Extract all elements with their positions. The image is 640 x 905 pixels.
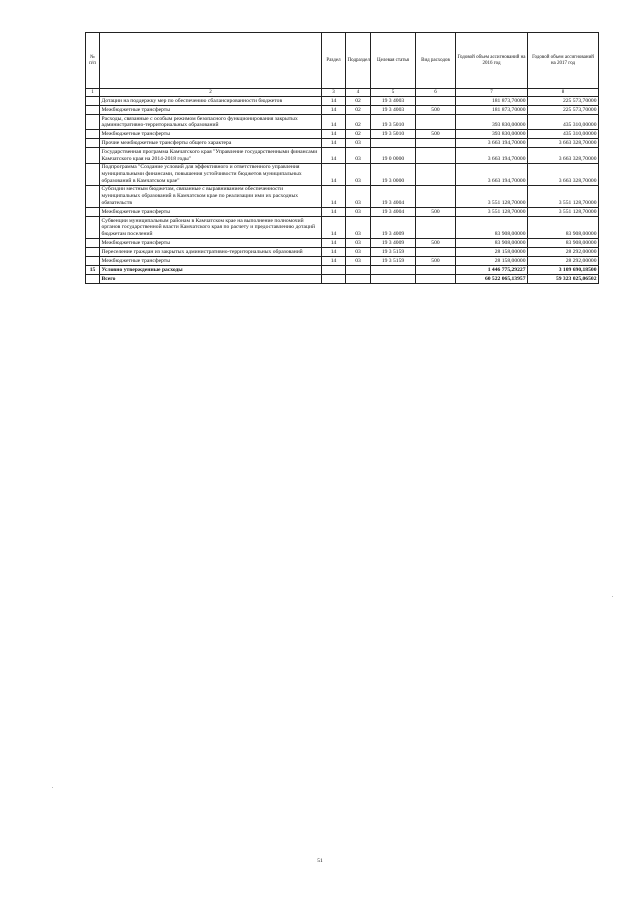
row-vid: 500 [416, 208, 456, 217]
table-body [86, 97, 599, 284]
row-razdel: 14 [322, 115, 346, 130]
row-vid: 500 [416, 106, 456, 115]
row-razdel: 14 [322, 185, 346, 207]
column-number: 5 [371, 89, 416, 97]
row-num [86, 163, 100, 185]
row-2016: 28 158,00000 [456, 248, 528, 257]
header-2017: Годовой объем ассигнований на 2017 год [528, 33, 599, 89]
row-2016: 1 446 775,29227 [456, 266, 528, 275]
row-target: 19 3 4003 [371, 97, 416, 106]
row-podrazdel: 03 [346, 239, 371, 248]
row-name: Условно утвержденные расходы [100, 266, 322, 275]
table-row [86, 275, 599, 284]
row-name: Подпрограмма "Создание условий для эффективного и ответственного управления муниципальными финансами, повышения устойчивости бюджетов муниципальных образований в Камчатском крае" [100, 163, 322, 185]
row-name: Всего [100, 275, 322, 284]
table-row [86, 248, 599, 257]
row-name: Межбюджетные трансферты [100, 208, 322, 217]
row-target: 19 3 0000 [371, 163, 416, 185]
row-2016: 3 551 128,70000 [456, 185, 528, 207]
row-name: Государственная программа Камчатского края "Управление государственными финансами Камчатского края на 2014-2018 годы" [100, 148, 322, 163]
row-razdel: 14 [322, 208, 346, 217]
row-target [371, 266, 416, 275]
table-row [86, 257, 599, 266]
table-row [86, 97, 599, 106]
row-2017: 83 908,00000 [528, 217, 599, 239]
row-2017: 83 908,00000 [528, 239, 599, 248]
row-name: Дотации на поддержку мер по обеспечению сбалансированности бюджетов [100, 97, 322, 106]
row-2017: 3 551 128,70000 [528, 185, 599, 207]
table-row [86, 139, 599, 148]
row-2017: 3 663 328,70000 [528, 148, 599, 163]
header-podrazdel: Подраздел [346, 33, 371, 89]
row-podrazdel: 03 [346, 257, 371, 266]
row-razdel [322, 266, 346, 275]
table-header-row [86, 33, 599, 89]
row-2017: 225 573,70000 [528, 106, 599, 115]
row-num [86, 239, 100, 248]
row-podrazdel [346, 266, 371, 275]
row-name: Переселение граждан из закрытых административно-территориальных образований [100, 248, 322, 257]
row-target: 19 3 5159 [371, 257, 416, 266]
table-row [86, 148, 599, 163]
column-number: 3 [322, 89, 346, 97]
row-2017: 3 109 690,18500 [528, 266, 599, 275]
row-vid [416, 185, 456, 207]
row-name: Межбюджетные трансферты [100, 130, 322, 139]
header-num: № п/п [86, 33, 100, 89]
table-row [86, 239, 599, 248]
budget-table [85, 32, 599, 284]
table-row [86, 115, 599, 130]
row-razdel: 14 [322, 217, 346, 239]
column-number: 6 [416, 89, 456, 97]
row-target: 19 3 4004 [371, 185, 416, 207]
row-target: 19 3 4009 [371, 239, 416, 248]
table-row [86, 106, 599, 115]
row-target: 19 3 5010 [371, 115, 416, 130]
row-name: Межбюджетные трансферты [100, 106, 322, 115]
row-target: 19 3 4004 [371, 208, 416, 217]
row-2017: 59 323 025,06502 [528, 275, 599, 284]
table-row [86, 163, 599, 185]
row-name: Прочие межбюджетные трансферты общего характера [100, 139, 322, 148]
row-vid [416, 115, 456, 130]
row-razdel: 14 [322, 106, 346, 115]
row-target: 19 3 4009 [371, 217, 416, 239]
row-razdel: 14 [322, 130, 346, 139]
row-num [86, 257, 100, 266]
row-num [86, 185, 100, 207]
row-vid [416, 217, 456, 239]
row-2016: 3 663 194,70000 [456, 139, 528, 148]
row-2016: 3 663 194,70000 [456, 163, 528, 185]
row-podrazdel: 03 [346, 163, 371, 185]
row-2016: 60 522 065,13957 [456, 275, 528, 284]
column-number: 2 [100, 89, 322, 97]
row-num [86, 275, 100, 284]
row-vid: 500 [416, 239, 456, 248]
table-row [86, 130, 599, 139]
row-2017: 3 663 328,70000 [528, 139, 599, 148]
row-podrazdel: 03 [346, 185, 371, 207]
row-num [86, 106, 100, 115]
row-2016: 3 663 194,70000 [456, 148, 528, 163]
header-razdel: Раздел [322, 33, 346, 89]
row-2017: 435 310,00000 [528, 130, 599, 139]
row-vid [416, 148, 456, 163]
row-2017: 225 573,70000 [528, 97, 599, 106]
row-target: 19 0 0000 [371, 148, 416, 163]
row-podrazdel: 02 [346, 97, 371, 106]
row-podrazdel [346, 275, 371, 284]
row-2017: 28 292,00000 [528, 248, 599, 257]
row-vid [416, 248, 456, 257]
row-razdel: 14 [322, 148, 346, 163]
column-number: 8 [528, 89, 599, 97]
row-razdel: 14 [322, 248, 346, 257]
header-vid: Вид расходов [416, 33, 456, 89]
row-podrazdel: 02 [346, 130, 371, 139]
row-razdel: 14 [322, 239, 346, 248]
row-num [86, 217, 100, 239]
row-razdel: 14 [322, 257, 346, 266]
row-podrazdel: 03 [346, 217, 371, 239]
scan-speck [612, 596, 613, 597]
row-2016: 28 158,00000 [456, 257, 528, 266]
row-name: Субсидии местным бюджетам, связанные с выравниванием обеспеченности муниципальных образований в Камчатском крае по реализации ими их расходных обязательств [100, 185, 322, 207]
row-num [86, 115, 100, 130]
row-2016: 393 830,00000 [456, 130, 528, 139]
scan-speck [52, 787, 53, 788]
row-podrazdel: 03 [346, 139, 371, 148]
row-podrazdel: 03 [346, 148, 371, 163]
row-razdel: 14 [322, 97, 346, 106]
row-2016: 393 830,00000 [456, 115, 528, 130]
page-number: 51 [317, 858, 323, 864]
row-target: 19 3 5159 [371, 248, 416, 257]
row-vid: 500 [416, 257, 456, 266]
row-2017: 3 551 128,70000 [528, 208, 599, 217]
row-2016: 181 873,70000 [456, 97, 528, 106]
row-name: Субвенции муниципальным районам в Камчатском крае на выполнение полномочий органов государственной власти Камчатского края по расчету и предоставлению дотаций бюджетам поселений [100, 217, 322, 239]
table-row [86, 217, 599, 239]
row-2017: 28 292,00000 [528, 257, 599, 266]
row-num [86, 208, 100, 217]
row-razdel [322, 275, 346, 284]
header-2016: Годовой объем ассигнований на 2016 год [456, 33, 528, 89]
row-vid [416, 266, 456, 275]
row-name: Межбюджетные трансферты [100, 239, 322, 248]
row-vid [416, 139, 456, 148]
row-podrazdel: 03 [346, 248, 371, 257]
row-vid [416, 163, 456, 185]
row-target: 19 3 5010 [371, 130, 416, 139]
header-target: Целевая статья [371, 33, 416, 89]
row-vid [416, 97, 456, 106]
row-razdel: 14 [322, 163, 346, 185]
row-podrazdel: 02 [346, 106, 371, 115]
table-row [86, 208, 599, 217]
row-podrazdel: 02 [346, 115, 371, 130]
header-name [100, 33, 322, 89]
row-vid [416, 275, 456, 284]
row-2017: 3 663 328,70000 [528, 163, 599, 185]
row-podrazdel: 03 [346, 208, 371, 217]
row-num [86, 130, 100, 139]
column-number: 4 [346, 89, 371, 97]
row-target [371, 139, 416, 148]
row-2016: 83 908,00000 [456, 217, 528, 239]
row-num [86, 148, 100, 163]
row-2016: 3 551 128,70000 [456, 208, 528, 217]
row-razdel: 14 [322, 139, 346, 148]
column-number: 1 [86, 89, 100, 97]
table-row [86, 266, 599, 275]
row-target: 19 3 4003 [371, 106, 416, 115]
column-number: 7 [456, 89, 528, 97]
row-vid: 500 [416, 130, 456, 139]
row-num [86, 97, 100, 106]
row-2017: 435 310,00000 [528, 115, 599, 130]
column-number-row [86, 89, 599, 97]
row-name: Расходы, связанные с особым режимом безопасного функционирования закрытых административно-территориальных образований [100, 115, 322, 130]
row-name: Межбюджетные трансферты [100, 257, 322, 266]
row-2016: 181 873,70000 [456, 106, 528, 115]
row-num: 15 [86, 266, 100, 275]
table-row [86, 185, 599, 207]
row-2016: 83 908,00000 [456, 239, 528, 248]
row-num [86, 139, 100, 148]
row-target [371, 275, 416, 284]
row-num [86, 248, 100, 257]
